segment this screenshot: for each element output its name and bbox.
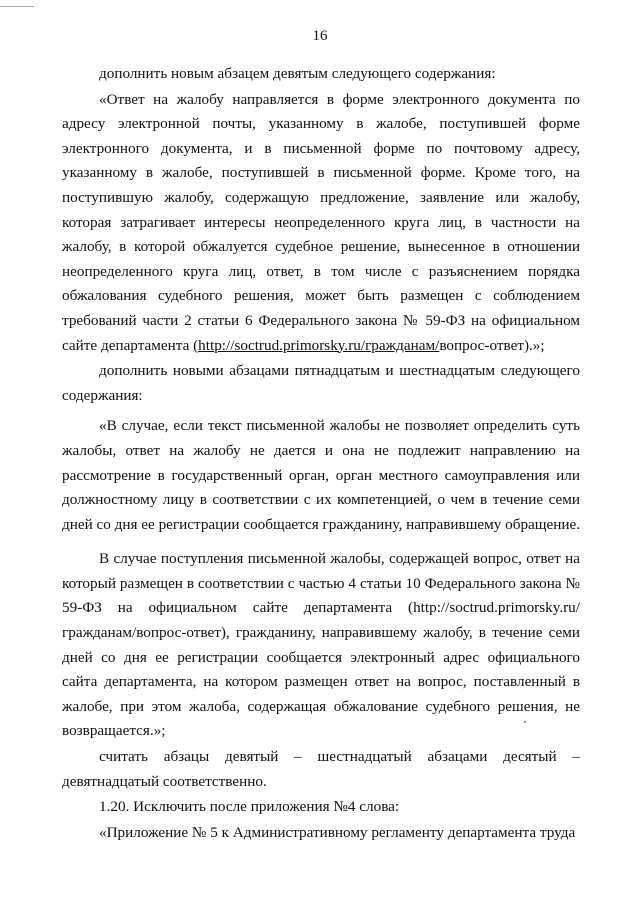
paragraph-response-form (62, 88, 580, 359)
paragraph-appendix-5: «Приложение № 5 к Административному регламенту департамента труда (99, 823, 576, 841)
site-link[interactable]: (http://soctrud.primorsky.ru/гражданам/ (193, 336, 440, 354)
paragraph-renumber: считать абзацы девятый – шестнадцатый абзацами десятый – девятнадцатый соответственно. (62, 748, 580, 790)
paragraph-add-ninth: дополнить новым абзацем девятым следующего содержания: (99, 65, 496, 82)
paragraph-response-form-tail: вопрос-ответ).»; (439, 336, 545, 354)
page-number: 16 (312, 28, 328, 44)
paragraph-add-fifteenth-sixteenth: дополнить новыми абзацами пятнадцатым и шестнадцатым следующего содержания: (62, 362, 580, 404)
paragraph-item-1-20: 1.20. Исключить после приложения №4 слова: (99, 798, 400, 816)
scan-artifact-top-left (0, 6, 34, 7)
paragraph-response-form-text: «Ответ на жалобу направляется в форме электронного документа по адресу электронной почты, указанному в жалобе, поступившей форме электронного документа, и в письменной форме по почтовому адресу, указанному в жалобе, поступившей в письменной форме. Кроме того, на поступившую жалобу, содержащую предложение, заявление или жалобу, которая затрагивает интересы неопределенного круга лиц, в частности на жалобу, в которой обжалуется судебное решение, вынесенное в отношении неопределенного круга лиц, ответ, в том числе с разъяснением порядка обжалования судебного решения, может быть размещен с соблюдением требований части 2 статьи 6 Федерального закона № 59-ФЗ на официальном сайте департамента (62, 90, 580, 354)
paragraph-repeat-question: В случае поступления письменной жалобы, содержащей вопрос, ответ на который размещен в соответствии с частью 4 статьи 10 Федерального закона № 59-ФЗ на официальном сайте департамента (http://soctrud.primorsky.ru/ гражданам/вопрос-ответ), гражданину, направившему жалобу, в течение семи дней со дня ее регистрации сообщается электронный адрес официального сайта департамента, на котором размещен ответ на вопрос, поставленный в жалобе, при этом жалоба, содержащая обжалование судебного решения, не возвращается.»; (62, 550, 580, 740)
paragraph-unclear-complaint: «В случае, если текст письменной жалобы не позволяет определить суть жалобы, ответ на жалобу не дается и она не подлежит направлению на рассмотрение в государственный орган, орган местного самоуправления или должностному лицу в соответствии с их компетенцией, о чем в течение семи дней со дня ее регистрации сообщается гражданину, направившему обращение. (62, 417, 581, 533)
document-body (62, 62, 580, 845)
